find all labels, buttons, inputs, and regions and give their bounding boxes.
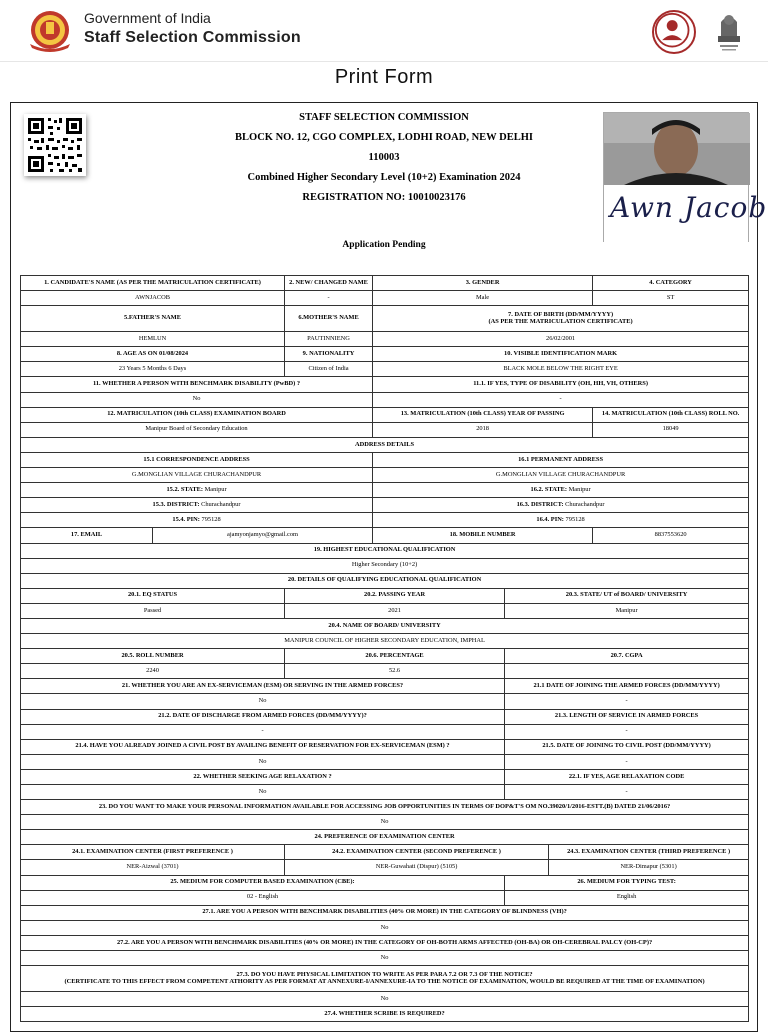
label-correspondence-address: 15.1 CORRESPONDENCE ADDRESS <box>21 452 373 467</box>
table-row <box>21 769 749 784</box>
label-exam-center-preference: 24. PREFERENCE OF EXAMINATION CENTER <box>21 830 749 845</box>
label-mobile: 18. MOBILE NUMBER <box>373 528 593 543</box>
header-address: BLOCK NO. 12, CGO COMPLEX, LODHI ROAD, NEW DELHI <box>235 132 533 143</box>
table-row <box>21 905 749 920</box>
site-header <box>0 0 768 62</box>
label-highest-qualification: 19. HIGHEST EDUCATIONAL QUALIFICATION <box>21 543 749 558</box>
label-matric-year: 13. MATRICULATION (10th CLASS) YEAR OF PASSING <box>373 407 593 422</box>
ssc-logo-icon <box>24 8 76 52</box>
value-perm-pin: 795128 <box>565 516 585 523</box>
correspondence-state <box>21 483 373 498</box>
label-age-relaxation-code: 22.1. IF YES, AGE RELAXATION CODE <box>505 769 749 784</box>
value-service-length: - <box>505 724 749 739</box>
table-row <box>21 332 749 347</box>
section-address-details: ADDRESS DETAILS <box>21 437 749 452</box>
value-nationality: Citizen of India <box>285 362 373 377</box>
table-row <box>21 830 749 845</box>
value-perm-state: Manipur <box>568 485 591 493</box>
value-matric-year: 2018 <box>373 422 593 437</box>
header-commission: STAFF SELECTION COMMISSION <box>299 112 469 123</box>
label-corr-state: 15.2. STATE: <box>166 485 203 493</box>
label-civil-post: 21.4. HAVE YOU ALREADY JOINED A CIVIL POST BY AVAILING BENEFIT OF RESERVATION FOR EX-SERVICEMAN (ESM) ? <box>21 739 505 754</box>
table-row <box>21 1007 749 1022</box>
table-row <box>21 739 749 754</box>
label-gender: 3. GENDER <box>373 276 593 291</box>
table-row <box>21 362 749 377</box>
value-disability-type: - <box>373 392 749 407</box>
header-registration-no: REGISTRATION NO: 10010023176 <box>302 192 466 203</box>
table-row <box>21 890 749 905</box>
value-new-name: - <box>285 291 373 306</box>
value-perm-district: Churachandpur <box>565 500 605 508</box>
user-profile-icon[interactable] <box>652 10 696 54</box>
table-row <box>21 498 749 513</box>
value-gender: Male <box>373 291 593 306</box>
label-nationality: 9. NATIONALITY <box>285 347 373 362</box>
table-row <box>21 452 749 467</box>
value-medium-typing: English <box>505 890 749 905</box>
application-status: Application Pending <box>342 240 426 250</box>
label-esm-joining-date: 21.1 DATE OF JOINING THE ARMED FORCES (DD/MM/YYYY) <box>505 679 749 694</box>
national-emblem-icon <box>712 8 746 54</box>
value-email: ajamyonjamyo@gmail.com <box>153 528 373 543</box>
table-row <box>21 679 749 694</box>
label-medium-typing: 26. MEDIUM FOR TYPING TEST: <box>505 875 749 890</box>
label-corr-district: 15.3. DISTRICT: <box>152 500 200 508</box>
value-father-name: HEMLUN <box>21 332 285 347</box>
label-age: 8. AGE AS ON 01/08/2024 <box>21 347 285 362</box>
application-details-table <box>20 275 749 1022</box>
table-row <box>21 920 749 935</box>
label-corr-pin: 15.4. PIN: <box>172 516 200 523</box>
label-qualifying-details: 20. DETAILS OF QUALIFYING EDUCATIONAL QUALIFICATION <box>21 573 749 588</box>
table-row <box>21 724 749 739</box>
table-row <box>21 558 749 573</box>
permanent-state <box>373 483 749 498</box>
label-matric-board: 12. MATRICULATION (10th CLASS) EXAMINATION BOARD <box>21 407 373 422</box>
label-medium-cbe: 25. MEDIUM FOR COMPUTER BASED EXAMINATION (CBE): <box>21 875 505 890</box>
label-perm-pin: 16.4. PIN: <box>536 516 564 523</box>
value-age-relaxation-code: - <box>505 785 749 800</box>
label-center-third: 24.3. EXAMINATION CENTER (THIRD PREFERENCE ) <box>549 845 749 860</box>
label-scribe-required: 27.4. WHETHER SCRIBE IS REQUIRED? <box>21 1007 749 1022</box>
label-esm: 21. WHETHER YOU ARE AN EX-SERVICEMAN (ESM) OR SERVING IN THE ARMED FORCES? <box>21 679 505 694</box>
value-candidate-name: AWNJACOB <box>21 291 285 306</box>
table-row <box>21 935 749 950</box>
table-row <box>21 603 749 618</box>
value-pwbd: No <box>21 392 373 407</box>
table-row <box>21 664 749 679</box>
label-email: 17. EMAIL <box>21 528 153 543</box>
table-row <box>21 634 749 649</box>
table-row <box>21 468 749 483</box>
label-discharge-date: 21.2. DATE OF DISCHARGE FROM ARMED FORCES (DD/MM/YYYY)? <box>21 709 505 724</box>
value-identification-mark: BLACK MOLE BELOW THE RIGHT EYE <box>373 362 749 377</box>
label-physical-limitation <box>21 966 749 992</box>
value-blindness: No <box>21 920 749 935</box>
label-center-first: 24.1. EXAMINATION CENTER (FIRST PREFERENCE ) <box>21 845 285 860</box>
table-row <box>21 483 749 498</box>
value-corr-state: Manipur <box>204 485 227 493</box>
permanent-district <box>373 498 749 513</box>
table-row <box>21 800 749 815</box>
table-row <box>21 437 749 452</box>
label-roll-number: 20.5. ROLL NUMBER <box>21 649 285 664</box>
label-physical-limitation-line2: (CERTIFICATE TO THIS EFFECT FROM COMPETENT ATHORITY AS PER FORMAT AT ANNEXURE-I/ANNEXURE-IA TO THE NOTICE OF EXAMINATION, WOULD BE REQUIRED AT THE TIME OF EXAMINATION) <box>64 977 705 985</box>
value-civil-post-date: - <box>505 754 749 769</box>
organization-title: Staff Selection Commission <box>84 29 301 46</box>
permanent-pin <box>373 513 749 528</box>
label-candidate-name: 1. CANDIDATE'S NAME (AS PER THE MATRICULATION CERTIFICATE) <box>21 276 285 291</box>
government-title: Government of India <box>84 10 211 26</box>
label-percentage: 20.6. PERCENTAGE <box>285 649 505 664</box>
label-passing-year: 20.2. PASSING YEAR <box>285 588 505 603</box>
table-row <box>21 407 749 422</box>
label-age-relaxation: 22. WHETHER SEEKING AGE RELAXATION ? <box>21 769 505 784</box>
table-row <box>21 694 749 709</box>
header-exam-name: Combined Higher Secondary Level (10+2) Examination 2024 <box>247 172 521 183</box>
value-matric-roll: 18049 <box>593 422 749 437</box>
value-center-second: NER-Guwahati (Dispur) (5105) <box>285 860 549 875</box>
label-dob-line1: 7. DATE OF BIRTH (DD/MM/YYYY) <box>508 310 614 318</box>
value-percentage: 52.6 <box>285 664 505 679</box>
table-row <box>21 276 749 291</box>
table-row <box>21 815 749 830</box>
label-pwbd: 11. WHETHER A PERSON WITH BENCHMARK DISABILITY (PwBD) ? <box>21 377 373 392</box>
table-row <box>21 347 749 362</box>
label-eq-status: 20.1. EQ STATUS <box>21 588 285 603</box>
value-passing-year: 2021 <box>285 603 505 618</box>
value-esm-joining-date: - <box>505 694 749 709</box>
value-center-third: NER-Dimapur (5301) <box>549 860 749 875</box>
label-disability-type: 11.1. IF YES, TYPE OF DISABILITY (OH, HH, VH, OTHERS) <box>373 377 749 392</box>
table-row <box>21 306 749 332</box>
value-permanent-address: G.MONGLIAN VILLAGE CHURACHANDPUR <box>373 468 749 483</box>
table-row <box>21 291 749 306</box>
label-identification-mark: 10. VISIBLE IDENTIFICATION MARK <box>373 347 749 362</box>
table-row <box>21 528 749 543</box>
value-roll-number: 2240 <box>21 664 285 679</box>
qr-code <box>24 114 86 176</box>
table-row <box>21 845 749 860</box>
label-share-information: 23. DO YOU WANT TO MAKE YOUR PERSONAL INFORMATION AVAILABLE FOR ACCESSING JOB OPPORTUNITIES IN TERMS OF DOP&T'S OM NO.39020/1/2016-ESTT.(B) DATED 21/06/2016? <box>21 800 749 815</box>
table-row <box>21 649 749 664</box>
value-discharge-date: - <box>21 724 505 739</box>
label-dob-line2: (AS PER THE MATRICULATION CERTIFICATE) <box>488 317 633 325</box>
value-corr-district: Churachandpur <box>201 500 241 508</box>
value-esm: No <box>21 694 505 709</box>
value-age-relaxation: No <box>21 785 505 800</box>
label-dob <box>373 306 749 332</box>
header-pincode: 110003 <box>368 152 400 163</box>
label-blindness: 27.1. ARE YOU A PERSON WITH BENCHMARK DISABILITIES (40% OR MORE) IN THE CATEGORY OF BLINDNESS (VH)? <box>21 905 749 920</box>
table-row <box>21 951 749 966</box>
table-row <box>21 709 749 724</box>
value-board-name: MANIPUR COUNCIL OF HIGHER SECONDARY EDUCATION, IMPHAL <box>21 634 749 649</box>
value-share-information: No <box>21 815 749 830</box>
label-board-name: 20.4. NAME OF BOARD/ UNIVERSITY <box>21 618 749 633</box>
table-row <box>21 543 749 558</box>
label-mother-name: 6.MOTHER'S NAME <box>285 306 373 332</box>
value-eq-status: Passed <box>21 603 285 618</box>
value-mobile: 8837553620 <box>593 528 749 543</box>
value-eq-state: Manipur <box>505 603 749 618</box>
correspondence-pin <box>21 513 373 528</box>
value-medium-cbe: 02 - English <box>21 890 505 905</box>
value-highest-qualification: Higher Secondary (10+2) <box>21 558 749 573</box>
value-matric-board: Manipur Board of Secondary Education <box>21 422 373 437</box>
label-father-name: 5.FATHER'S NAME <box>21 306 285 332</box>
table-row <box>21 785 749 800</box>
value-category: ST <box>593 291 749 306</box>
table-row <box>21 513 749 528</box>
label-perm-state: 16.2. STATE: <box>530 485 568 493</box>
table-row <box>21 875 749 890</box>
label-permanent-address: 16.1 PERMANENT ADDRESS <box>373 452 749 467</box>
value-age: 23 Years 5 Months 6 Days <box>21 362 285 377</box>
value-civil-post: No <box>21 754 505 769</box>
value-oh-both-arms: No <box>21 951 749 966</box>
value-physical-limitation: No <box>21 992 749 1007</box>
table-row <box>21 992 749 1007</box>
table-row <box>21 422 749 437</box>
table-row <box>21 377 749 392</box>
value-correspondence-address: G.MONGLIAN VILLAGE CHURACHANDPUR <box>21 468 373 483</box>
table-row <box>21 618 749 633</box>
table-row <box>21 573 749 588</box>
table-row <box>21 754 749 769</box>
table-row <box>21 966 749 992</box>
correspondence-district <box>21 498 373 513</box>
page-title: Print Form <box>334 66 434 88</box>
label-physical-limitation-line1: 27.3. DO YOU HAVE PHYSICAL LIMITATION TO WRITE AS PER PARA 7.2 OR 7.3 OF THE NOTICE? <box>236 970 533 978</box>
label-perm-district: 16.3. DISTRICT: <box>516 500 564 508</box>
value-mother-name: PAUTINNIENG <box>285 332 373 347</box>
label-service-length: 21.3. LENGTH OF SERVICE IN ARMED FORCES <box>505 709 749 724</box>
label-civil-post-date: 21.5. DATE OF JOINING TO CIVIL POST (DD/MM/YYYY) <box>505 739 749 754</box>
table-row <box>21 588 749 603</box>
value-dob: 26/02/2001 <box>373 332 749 347</box>
signature-text: Awn Jacob <box>610 191 768 224</box>
label-new-name: 2. NEW/ CHANGED NAME <box>285 276 373 291</box>
table-row <box>21 860 749 875</box>
label-oh-both-arms: 27.2. ARE YOU A PERSON WITH BENCHMARK DISABILITIES (40% OR MORE) IN THE CATEGORY OF OH-BOTH ARMS AFFECTED (OH-BA) OR OH-CEREBRAL PALCY (OH-CP)? <box>21 935 749 950</box>
table-row <box>21 392 749 407</box>
value-center-first: NER-Aizwal (3701) <box>21 860 285 875</box>
label-category: 4. CATEGORY <box>593 276 749 291</box>
label-eq-state: 20.3. STATE/ UT of BOARD/ UNIVERSITY <box>505 588 749 603</box>
label-center-second: 24.2. EXAMINATION CENTER (SECOND PREFERENCE ) <box>285 845 549 860</box>
label-matric-roll: 14. MATRICULATION (10th CLASS) ROLL NO. <box>593 407 749 422</box>
label-cgpa: 20.7. CGPA <box>505 649 749 664</box>
value-cgpa <box>505 664 749 679</box>
value-corr-pin: 795128 <box>201 516 221 523</box>
